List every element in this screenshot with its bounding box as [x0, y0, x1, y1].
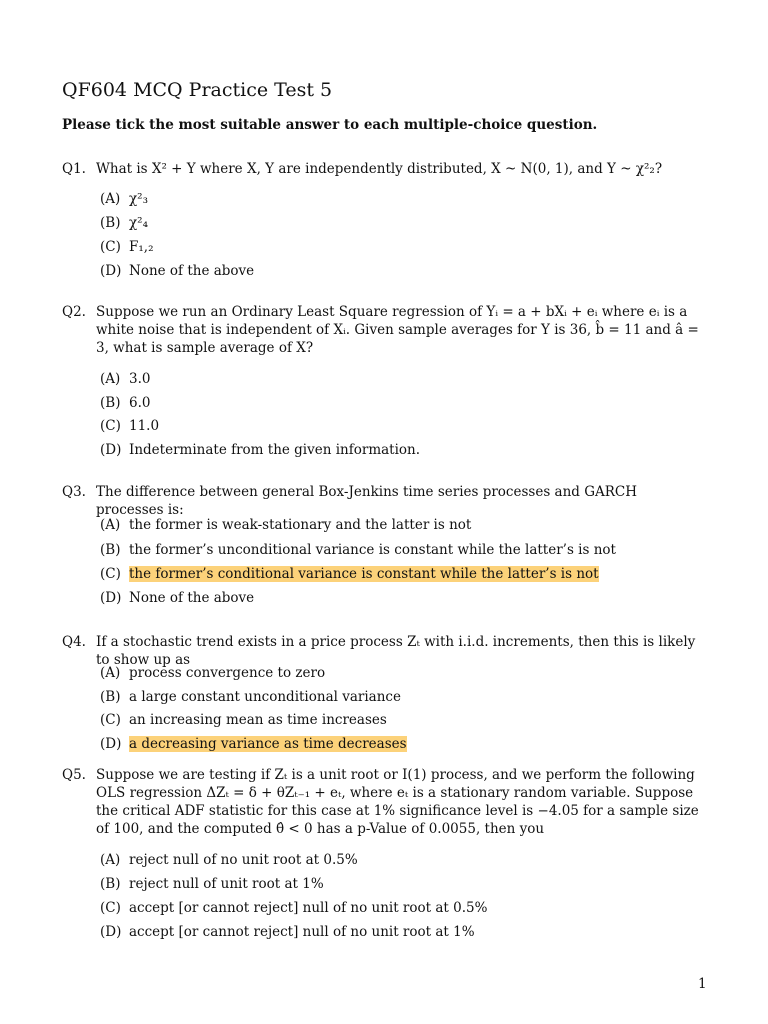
question-text: If a stochastic trend exists in a price process Zₜ with i.i.d. increments, then this is likely to show up as: [96, 634, 696, 668]
option-q4-c[interactable]: [100, 711, 387, 729]
option-label: (C): [100, 900, 121, 916]
question-text: Suppose we run an Ordinary Least Square regression of Yᵢ = a + bXᵢ + eᵢ where eᵢ is a white noise that is independent of Xᵢ. Given sample averages for Y is 36, b̂ = 11 and â = 3, what is sample average of X?: [96, 304, 699, 356]
option-text: F₁,₂: [129, 239, 154, 255]
option-text: the former is weak-stationary and the latter is not: [129, 517, 472, 533]
question-number: Q5.: [62, 767, 86, 783]
option-q5-a[interactable]: [100, 851, 358, 869]
question-text: The difference between general Box-Jenkins time series processes and GARCH processes is:: [96, 484, 638, 518]
option-text: None of the above: [129, 263, 255, 279]
question-5: [62, 766, 706, 838]
option-q3-c[interactable]: [100, 565, 599, 583]
option-q4-b[interactable]: [100, 688, 401, 706]
option-q5-b[interactable]: [100, 875, 324, 893]
option-q2-c[interactable]: [100, 417, 159, 435]
option-q2-a[interactable]: [100, 370, 150, 388]
option-q3-a[interactable]: [100, 516, 471, 534]
option-label: (D): [100, 442, 122, 458]
page-number: 1: [698, 976, 707, 992]
option-label: (C): [100, 418, 121, 434]
option-text: 11.0: [129, 418, 160, 434]
instructions: Please tick the most suitable answer to each multiple-choice question.: [62, 117, 598, 133]
option-label: (A): [100, 517, 121, 533]
option-q5-c[interactable]: [100, 899, 487, 917]
page-title: QF604 MCQ Practice Test 5: [62, 79, 333, 101]
option-q1-b[interactable]: [100, 214, 148, 232]
question-number: Q4.: [62, 634, 86, 650]
option-label: (A): [100, 371, 121, 387]
option-label: (A): [100, 665, 121, 681]
option-label: (C): [100, 712, 121, 728]
option-q1-c[interactable]: [100, 238, 153, 256]
question-text: Suppose we are testing if Zₜ is a unit root or I(1) process, and we perform the following OLS regression ΔZₜ = δ + θZₜ₋₁ + eₜ, where eₜ is a stationary random variable. Suppose the critical ADF statistic for this case at 1% significance level is −4.05 for a sample size of 100, and the computed θ̂ < 0 has a p-Value of 0.0055, then you: [96, 767, 699, 837]
question-number: Q1.: [62, 161, 86, 177]
option-label: (B): [100, 395, 121, 411]
option-text: χ²₄: [129, 215, 149, 231]
option-label: (B): [100, 542, 121, 558]
option-text-highlighted: the former’s conditional variance is constant while the latter’s is not: [129, 566, 599, 582]
option-label: (D): [100, 263, 122, 279]
option-label: (B): [100, 689, 121, 705]
question-number: Q2.: [62, 304, 86, 320]
option-text: None of the above: [129, 590, 255, 606]
question-number: Q3.: [62, 484, 86, 500]
option-q2-b[interactable]: [100, 394, 150, 412]
option-q1-a[interactable]: [100, 190, 148, 208]
option-q5-d[interactable]: [100, 923, 475, 941]
option-text: an increasing mean as time increases: [129, 712, 387, 728]
option-text: reject null of unit root at 1%: [129, 876, 324, 892]
option-text: a large constant unconditional variance: [129, 689, 401, 705]
option-text: accept [or cannot reject] null of no unit root at 0.5%: [129, 900, 488, 916]
question-text: What is X² + Y where X, Y are independently distributed, X ~ N(0, 1), and Y ~ χ²₂?: [96, 161, 663, 177]
question-3: [62, 483, 706, 519]
option-label: (D): [100, 924, 122, 940]
option-label: (D): [100, 736, 122, 752]
question-1: [62, 160, 706, 178]
option-q2-d[interactable]: [100, 441, 420, 459]
option-label: (B): [100, 876, 121, 892]
option-label: (A): [100, 852, 121, 868]
option-text: χ²₃: [129, 191, 149, 207]
question-2: [62, 303, 706, 357]
option-label: (C): [100, 566, 121, 582]
option-text: Indeterminate from the given information.: [129, 442, 421, 458]
option-label: (A): [100, 191, 121, 207]
option-text: process convergence to zero: [129, 665, 326, 681]
option-text: 6.0: [129, 395, 151, 411]
option-text: accept [or cannot reject] null of no unit root at 1%: [129, 924, 475, 940]
option-text: the former’s unconditional variance is constant while the latter’s is not: [129, 542, 616, 558]
option-q4-a[interactable]: [100, 664, 325, 682]
option-label: (D): [100, 590, 122, 606]
option-text: 3.0: [129, 371, 151, 387]
option-q1-d[interactable]: [100, 262, 254, 280]
option-q3-d[interactable]: [100, 589, 254, 607]
option-q3-b[interactable]: [100, 541, 616, 559]
option-label: (B): [100, 215, 121, 231]
option-label: (C): [100, 239, 121, 255]
option-text: reject null of no unit root at 0.5%: [129, 852, 358, 868]
option-q4-d[interactable]: [100, 735, 407, 753]
option-text-highlighted: a decreasing variance as time decreases: [129, 736, 407, 752]
